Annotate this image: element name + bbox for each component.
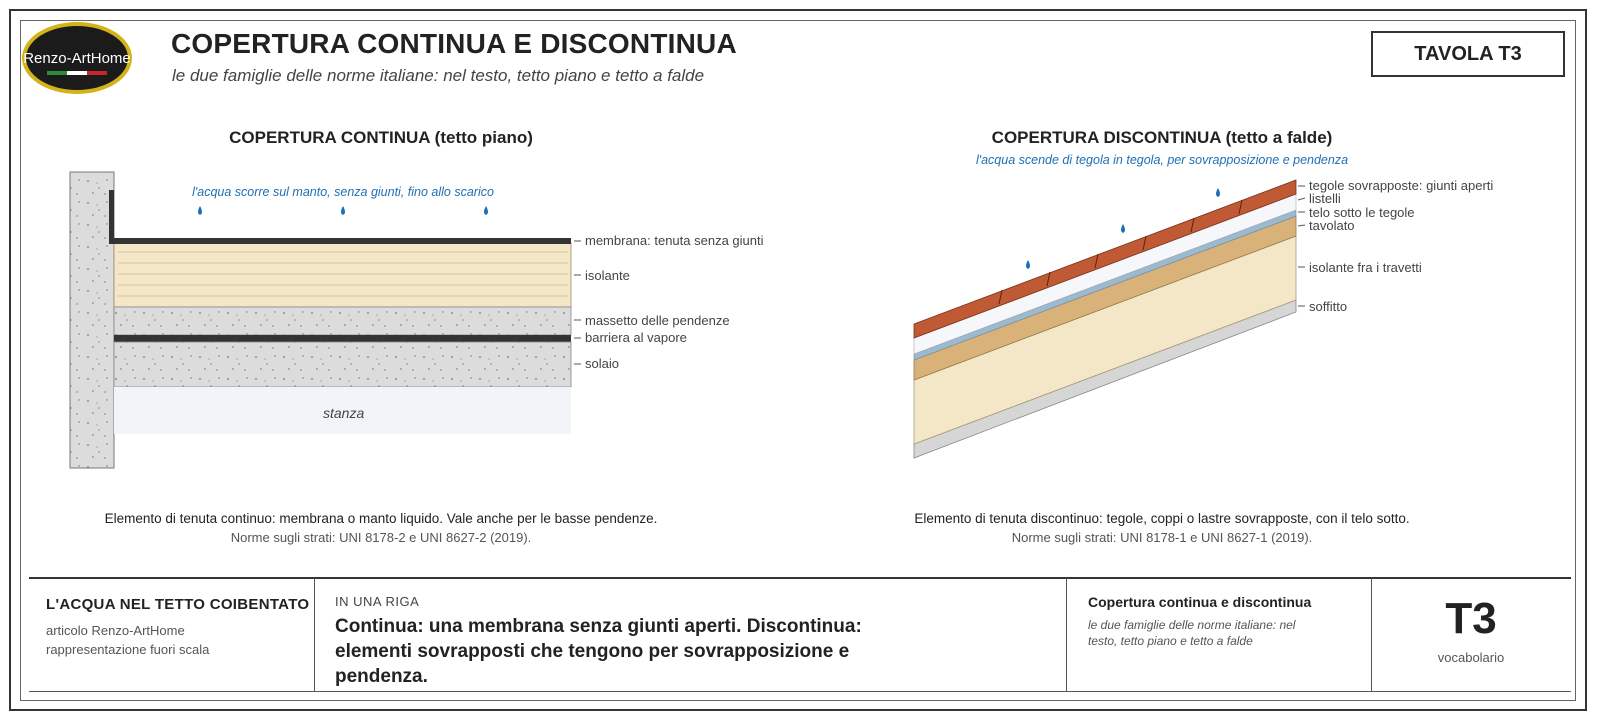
vapour-barrier-layer (114, 335, 571, 342)
footer-code: T3 (1445, 594, 1497, 643)
footer-cc-title: Copertura continua e discontinua (1088, 594, 1312, 610)
footer-scale-note: rappresentazione fuori scala (46, 642, 210, 657)
water-drop-icon (341, 206, 345, 215)
membrane-layer (109, 238, 571, 244)
water-drop-icon (1121, 224, 1125, 233)
footer-cc-desc: le due famiglie delle norme italiane: nel testo, tetto piano e tetto a falde (1088, 618, 1296, 648)
left-caption: Elemento di tenuta continuo: membrana o manto liquido. Vale anche per le basse pendenze. (104, 511, 658, 526)
water-drop-icon (198, 206, 202, 215)
room-label: stanza (323, 405, 365, 421)
left-panel-note: l'acqua scorre sul manto, senza giunti, fino allo scarico (192, 185, 494, 199)
pitched-roof-section (914, 180, 1305, 458)
water-drop-icon (484, 206, 488, 215)
left-norms: Norme sugli strati: UNI 8178-2 e UNI 8627-2 (2019). (230, 530, 532, 545)
layer-label-solaio: solaio (585, 356, 619, 371)
tavola-box: TAVOLA T3 (1371, 31, 1565, 77)
layer-label-massetto: massetto delle pendenze (585, 313, 730, 328)
footer-article: articolo Renzo-ArtHome (46, 623, 185, 638)
footer-riga-label: IN UNA RIGA (335, 594, 420, 609)
layer-label-isolante-travetti: isolante fra i travetti (1309, 260, 1422, 275)
layer-label-barriera: barriera al vapore (585, 330, 687, 345)
layer-label-tegole: tegole sovrapposte: giunti aperti (1309, 178, 1494, 193)
left-panel-title: COPERTURA CONTINUA (tetto piano) (229, 128, 533, 147)
water-drop-icon (1026, 260, 1030, 269)
flat-roof-section (70, 172, 581, 468)
right-panel-title: COPERTURA DISCONTINUA (tetto a falde) (991, 128, 1333, 147)
layer-label-listelli: listelli (1309, 191, 1341, 206)
right-caption: Elemento di tenuta discontinuo: tegole, coppi o lastre sovrapposte, con il telo sotto. (914, 511, 1410, 526)
screed-layer (114, 307, 571, 335)
layer-label-isolante: isolante (585, 268, 630, 283)
layer-label-telo: telo sotto le tegole (1309, 205, 1415, 220)
footer-top-rule (29, 577, 1571, 579)
logo-text: Renzo-ArtHome (23, 50, 131, 67)
footer-bottom-rule (29, 691, 1571, 692)
layer-label-soffitto: soffitto (1309, 299, 1348, 314)
water-drop-icon (1216, 188, 1220, 197)
parapet-wall (70, 172, 114, 468)
membrane-upturn (109, 190, 114, 242)
footer-heading: L'ACQUA NEL TETTO COIBENTATO (46, 596, 310, 613)
right-panel-note: l'acqua scende di tegola in tegola, per sovrapposizione e pendenza (975, 153, 1349, 167)
slab-layer (114, 342, 571, 387)
footer-divider (314, 578, 315, 692)
right-norms: Norme sugli strati: UNI 8178-1 e UNI 8627-1 (2019). (1011, 530, 1313, 545)
layer-label-tavolato: tavolato (1309, 218, 1355, 233)
footer-riga-text: Continua: una membrana senza giunti aperti. Discontinua: elementi sovrapposti che tengono per sovrapposizione e pendenza. (335, 616, 862, 687)
layer-label-membrane: membrana: tenuta senza giunti (585, 233, 764, 248)
insulation-layer (114, 243, 571, 307)
footer-divider (1066, 578, 1067, 692)
page-subtitle: le due famiglie delle norme italiane: nel testo, tetto piano e tetto a falde (172, 66, 705, 85)
page-title: COPERTURA CONTINUA E DISCONTINUA (171, 28, 737, 59)
footer-code-label: vocabolario (1437, 650, 1505, 665)
